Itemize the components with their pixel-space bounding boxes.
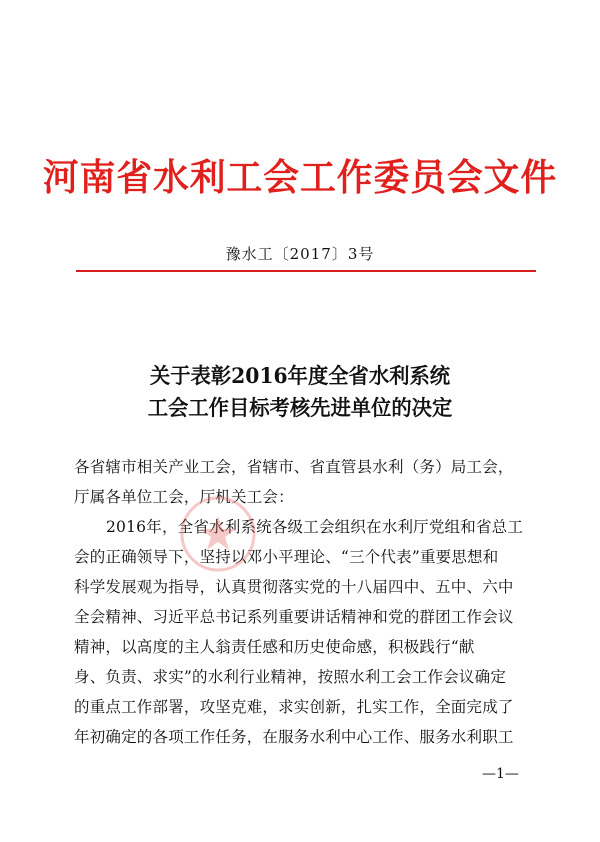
- paragraph-line-3: 科学发展观为指导，认真贯彻落实党的十八届四中、五中、六中: [74, 578, 514, 596]
- masthead-title: 河南省水利工会工作委员会文件: [42, 155, 558, 199]
- paragraph-line-2: 会的正确领导下，坚持以邓小平理论、“三个代表”重要思想和: [74, 548, 499, 566]
- red-divider-line: [76, 270, 536, 272]
- seal-stamp-icon: [178, 494, 258, 574]
- paragraph-line-5: 精神，以高度的主人翁责任感和历史使命感，积极践行“献: [74, 638, 475, 656]
- seal-star: [200, 516, 236, 550]
- salutation-line-2: 厅属各单位工会，厅机关工会：: [74, 488, 294, 506]
- paragraph-line-1: 2016年，全省水利系统各级工会组织在水利厅党组和省总工: [106, 518, 524, 536]
- document-number: 豫水工〔2017〕3号: [225, 245, 375, 263]
- decision-title-line-2: 工会工作目标考核先进单位的决定: [147, 395, 453, 420]
- paragraph-line-6: 身、负责、求实”的水利行业精神，按照水利工会工作会议确定: [74, 668, 507, 686]
- paragraph-line-7: 的重点工作部署，攻坚克难，求实创新，扎实工作，全面完成了: [74, 698, 514, 716]
- page-number: —1—: [482, 766, 519, 782]
- salutation-line-1: 各省辖市相关产业工会，省辖市、省直管县水利（务）局工会，: [74, 458, 514, 476]
- decision-title-line-1: 关于表彰2016年度全省水利系统: [149, 363, 451, 388]
- paragraph-line-4: 全会精神、习近平总书记系列重要讲话精神和党的群团工作会议: [74, 608, 514, 626]
- paragraph-line-8: 年初确定的各项工作任务，在服务水利中心工作、服务水利职工: [74, 728, 514, 746]
